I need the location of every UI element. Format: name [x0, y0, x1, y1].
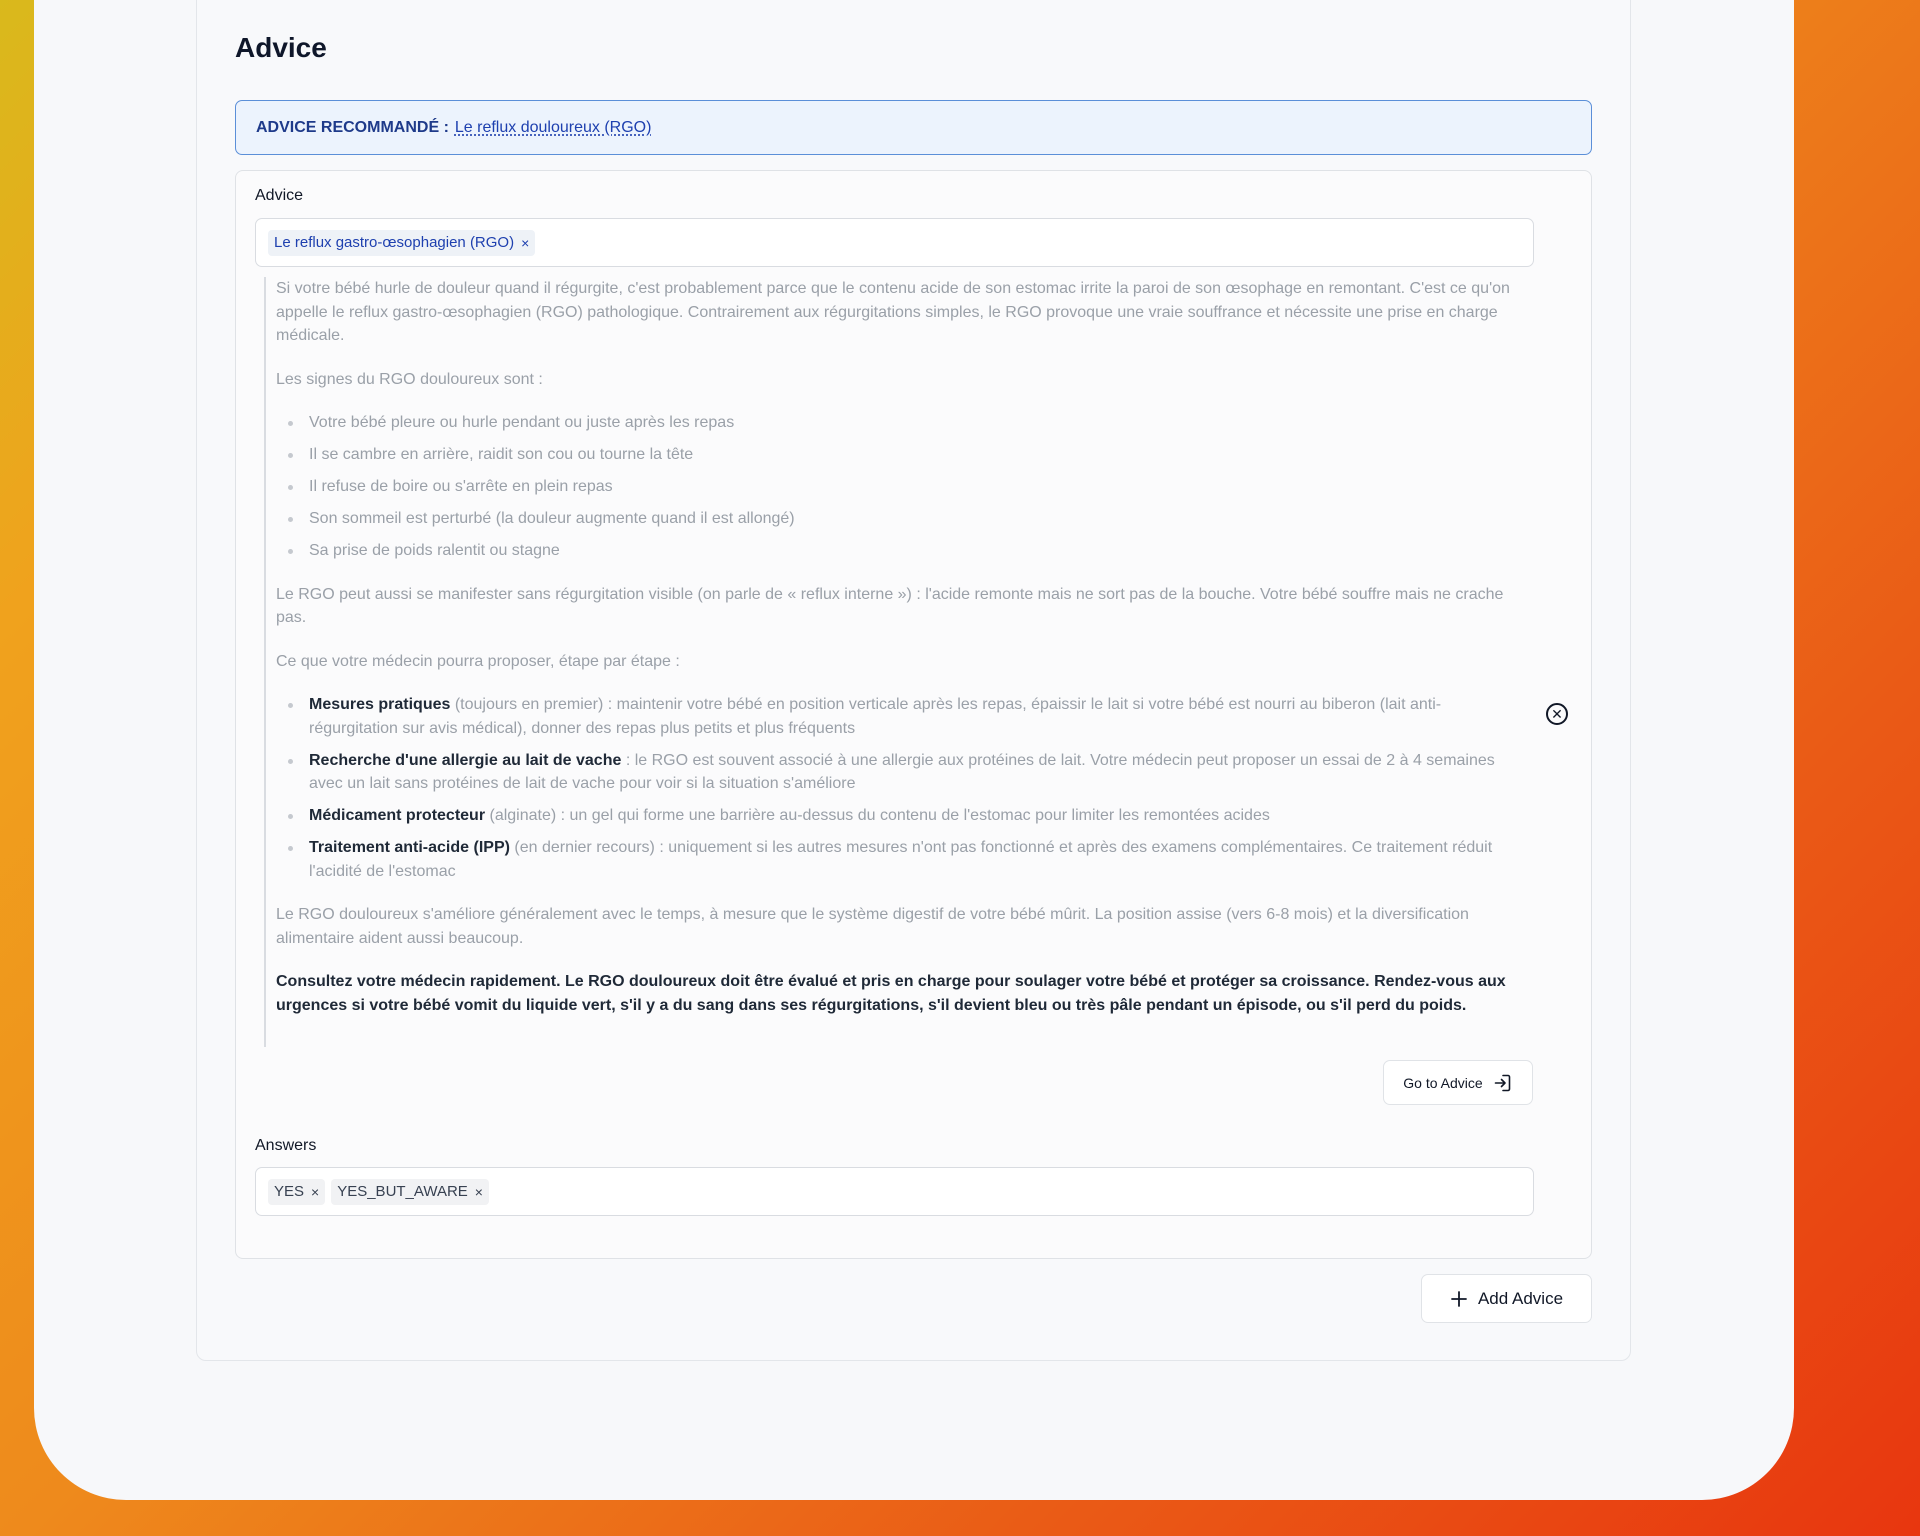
answer-tag	[331, 1179, 489, 1205]
section-title: Advice	[235, 32, 327, 63]
remove-advice-icon[interactable]: ✕	[1546, 703, 1568, 725]
answer-tag-remove-icon[interactable]: ×	[474, 1183, 483, 1200]
recommendation-prefix: ADVICE RECOMMANDÉ :	[256, 118, 449, 136]
answer-tag-remove-icon[interactable]: ×	[311, 1183, 320, 1200]
add-advice-label: Add Advice	[1477, 1288, 1564, 1308]
add-advice-button[interactable]	[1421, 1274, 1592, 1323]
advice-field-label: Advice	[255, 187, 304, 204]
step-text: (en dernier recours) : uniquement si les autres mesures n'ont pas fonctionné et après des examens complémentaires. Ce traitement réduit l'acidité de l'estomac	[309, 839, 1493, 880]
list-item: Votre bébé pleure ou hurle pendant ou juste après les repas	[309, 411, 1514, 435]
step-title: Médicament protecteur	[309, 807, 486, 824]
recommendation-link[interactable]: Le reflux douloureux (RGO)	[454, 118, 652, 136]
list-item	[309, 804, 1514, 828]
enter-icon	[1493, 1073, 1513, 1093]
content-improvement: Le RGO douloureux s'améliore généralement avec le temps, à mesure que le système digestif de votre bébé mûrit. La position assise (vers 6-8 mois) et la diversification alimentaire aident aussi beaucoup.	[276, 906, 1469, 947]
list-item: Son sommeil est perturbé (la douleur augmente quand il est allongé)	[309, 507, 1514, 531]
step-title: Traitement anti-acide (IPP)	[309, 839, 510, 856]
answer-tag-label: YES_BUT_AWARE	[337, 1183, 468, 1200]
answer-tag-label: YES	[274, 1183, 305, 1200]
step-text: (toujours en premier) : maintenir votre bébé en position verticale après les repas, épaissir le lait si votre bébé est nourri au biberon (lait anti-régurgitation sur avis médical), donner des repas plus petits et plus fréquents	[309, 696, 1442, 737]
step-text: (alginate) : un gel qui forme une barrière au-dessus du contenu de l'estomac pour limiter les remontées acides	[485, 807, 1270, 824]
advice-tag-label: Le reflux gastro-œsophagien (RGO)	[274, 234, 515, 251]
recommendation-banner	[235, 100, 1592, 155]
content-steps-heading: Ce que votre médecin pourra proposer, étape par étape :	[276, 652, 680, 670]
advice-tag	[268, 230, 535, 256]
step-text: : le RGO est souvent associé à une allergie aux protéines de lait. Votre médecin peut proposer un essai de 2 à 4 semaines avec un lait sans protéines de lait de vache pour voir si la situation s'améliore	[309, 751, 1495, 792]
advice-tag-remove-icon[interactable]: ×	[521, 234, 530, 251]
advice-content	[264, 277, 1514, 1047]
content-signs-heading: Les signes du RGO douloureux sont :	[276, 370, 543, 388]
content-warning: Consultez votre médecin rapidement. Le RGO douloureux doit être évalué et pris en charge pour soulager votre bébé et protéger sa croissance. Rendez-vous aux urgences si votre bébé vomit du liquide vert, s'il y a du sang dans ses régurgitations, s'il devient bleu ou très pâle pendant un épisode, ou s'il perd du poids.	[276, 973, 1506, 1014]
plus-icon	[1450, 1290, 1468, 1308]
list-item: Sa prise de poids ralentit ou stagne	[309, 539, 1514, 563]
go-to-advice-label: Go to Advice	[1403, 1074, 1483, 1091]
list-item	[309, 836, 1514, 883]
signs-list	[276, 411, 1514, 563]
step-title: Recherche d'une allergie au lait de vache	[309, 751, 622, 769]
list-item: Il refuse de boire ou s'arrête en plein repas	[309, 475, 1514, 499]
answers-field-label: Answers	[255, 1137, 317, 1154]
go-to-advice-button[interactable]	[1383, 1060, 1533, 1105]
list-item	[309, 693, 1514, 740]
steps-list	[276, 693, 1514, 883]
step-title: Mesures pratiques	[309, 696, 451, 713]
content-internal-reflux: Le RGO peut aussi se manifester sans régurgitation visible (on parle de « reflux interne ») : l'acide remonte mais ne sort pas de la bouche. Votre bébé souffre mais ne crache pas.	[276, 585, 1504, 626]
list-item: Il se cambre en arrière, raidit son cou ou tourne la tête	[309, 443, 1514, 467]
advice-select[interactable]	[255, 218, 1534, 267]
answer-tag	[268, 1179, 325, 1205]
content-intro: Si votre bébé hurle de douleur quand il régurgite, c'est probablement parce que le contenu acide de son estomac irrite la paroi de son œsophage en remontant. C'est ce qu'on appelle le reflux gastro-œsophagien (RGO) pathologique. Contrairement aux régurgitations simples, le RGO provoque une vraie souffrance et nécessite une prise en charge médicale.	[276, 280, 1510, 344]
list-item	[309, 749, 1514, 796]
answers-select[interactable]	[255, 1167, 1534, 1216]
